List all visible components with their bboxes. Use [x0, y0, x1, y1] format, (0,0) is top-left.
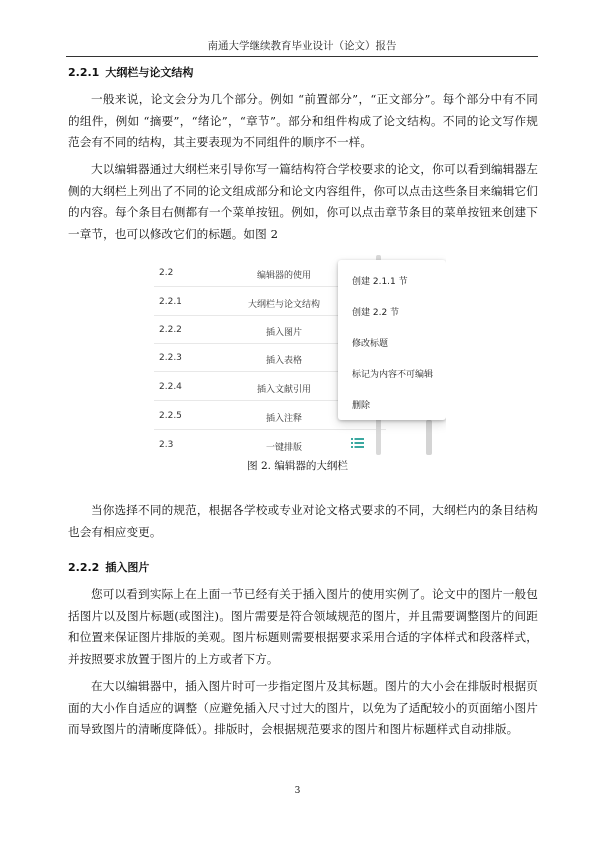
outline-row-title: 编辑器的使用 — [256, 271, 311, 281]
paragraph-image-editor: 在大以编辑器中，插入图片时可一步指定图片及其标题。图片的大小会在排版时根据页面的大小作自适应的调整（应避免插入尺寸过大的图片，以免为了适配较小的页面缩小图片而导致图片的清晰度降低）。排版时，会根据规范要求的图片和图片标题样式自动排版。 — [68, 679, 538, 736]
outline-row-title: 插入图片 — [265, 328, 302, 338]
outline-row-number: 2.2 — [159, 268, 174, 278]
paragraph-structure-intro: 一般来说，论文会分为几个部分。例如 “前置部分”，“正文部分”。每个部分中有不同的组件，例如 “摘要”，“绪论”，“章节”。部分和组件构成了论文结构。不同的论文写作规范会有不同的结构，其主要表现为不同组件的顺序不一样。 — [68, 92, 538, 149]
outline-row-title: 插入文献引用 — [256, 385, 311, 395]
paragraph-image-intro: 您可以看到实际上在上面一节已经有关于插入图片的使用实例了。论文中的图片一般包括图片以及图片标题(或图注)。图片需要是符合领域规范的图片，并且需要调整图片的间距和位置来保证图片排版的美观。图片标题则需要根据要求采用合适的字体样式和段落样式，并按照要求放置于图片的上方或者下方。 — [68, 587, 538, 666]
header-rule — [66, 56, 538, 57]
section-number: 2.2.2 — [68, 561, 100, 574]
paragraph-spec-change: 当你选择不同的规范，根据各学校或专业对论文格式要求的不同，大纲栏内的条目结构也会有相应变更。 — [68, 503, 538, 539]
menu-scrollbar[interactable] — [426, 420, 432, 455]
outline-figure — [154, 255, 446, 455]
outline-row-number: 2.2.4 — [159, 382, 182, 392]
outline-row-title: 一键排版 — [265, 443, 302, 453]
section-title: 大纲栏与论文结构 — [105, 66, 194, 79]
menu-item-create-section[interactable]: 创建 2.2 节 — [352, 308, 400, 318]
context-menu — [338, 260, 446, 420]
menu-item-lock-content[interactable]: 标记为内容不可编辑 — [352, 370, 434, 380]
menu-item-rename[interactable]: 修改标题 — [352, 339, 389, 349]
outline-row-number: 2.2.2 — [159, 325, 182, 335]
outline-row-number: 2.2.5 — [159, 411, 182, 421]
outline-row-title: 大纲栏与论文结构 — [247, 300, 320, 310]
section-number: 2.2.1 — [68, 66, 100, 79]
figure-caption: 图 2. 编辑器的大纲栏 — [247, 460, 348, 472]
outline-row-number: 2.3 — [159, 440, 174, 450]
outline-row-number: 2.2.1 — [159, 297, 182, 307]
paragraph-outline-usage: 大以编辑器通过大纲栏来引导你写一篇结构符合学校要求的论文，你可以看到编辑器左侧的大纲栏上列出了不同的论文组成部分和论文内容组件，你可以点击这些条目来编辑它们的内容。每个条目右侧都有一个菜单按钮。例如，你可以点击章节条目的菜单按钮来创建下一章节，也可以修改它们的标题。如图 2 — [68, 162, 538, 241]
section-title: 插入图片 — [105, 561, 150, 574]
section-heading-2-2-1 — [68, 66, 193, 80]
page-number: 3 — [294, 786, 301, 796]
outline-row-title: 插入注释 — [265, 414, 302, 424]
section-heading-2-2-2 — [68, 561, 149, 575]
menu-list-icon[interactable] — [351, 438, 364, 448]
outline-row-title: 插入表格 — [265, 356, 302, 366]
outline-row-number: 2.2.3 — [159, 353, 182, 363]
menu-list-icon-lines — [351, 438, 364, 448]
page-header: 南通大学继续教育毕业设计（论文）报告 — [207, 40, 397, 52]
menu-item-create-subsection[interactable]: 创建 2.1.1 节 — [352, 277, 408, 287]
menu-item-delete[interactable]: 删除 — [352, 401, 371, 411]
